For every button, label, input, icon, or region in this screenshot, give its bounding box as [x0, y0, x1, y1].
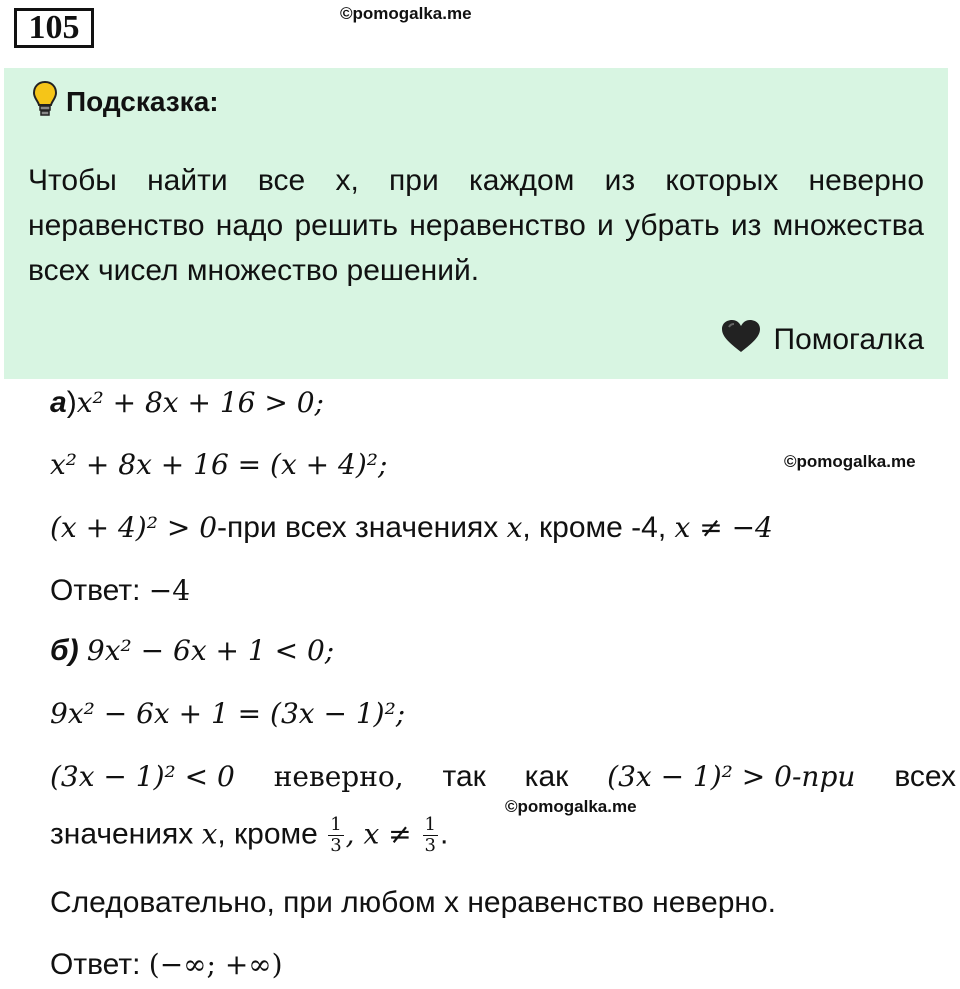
problem-number: 105	[14, 8, 94, 48]
part-b-factorization: 9x² − 6x + 1 = (3x − 1)²;	[50, 697, 406, 730]
part-b-line-1	[50, 634, 334, 668]
part-a-line-1: а)x² + 8x + 16 > 0;	[50, 386, 324, 419]
watermark-middle: ©pomogalka.me	[784, 452, 916, 471]
brand-name: Помогалка	[773, 323, 924, 356]
part-a-line-2	[50, 448, 387, 482]
frac-num: 1	[330, 814, 342, 835]
part-a-answer-value: −4	[148, 574, 191, 607]
part-a-inequality: x² + 8x + 16 > 0;	[76, 386, 324, 419]
part-b-inequality: 9x² − 6x + 1 < 0;	[86, 634, 335, 667]
part-a-except: , кроме -4,	[522, 511, 675, 544]
part-b-l3-w1: (3x − 1)² < 0	[50, 760, 235, 793]
part-a-neq: x ≠ −4	[674, 511, 773, 544]
part-b-line-2	[50, 697, 405, 731]
part-a-factorization: x² + 8x + 16 = (x + 4)²;	[50, 448, 388, 481]
frac-den-2: 3	[424, 835, 436, 856]
part-b-conclusion	[50, 886, 776, 920]
part-b-l4-text: значениях	[50, 817, 202, 851]
brand	[720, 318, 925, 362]
part-b-l4-var: x	[201, 817, 218, 851]
part-b-l4-neq: , x ≠	[345, 817, 421, 851]
part-b-l3-w6: всех	[894, 760, 956, 793]
part-a-answer-label: Ответ:	[50, 574, 149, 607]
part-b-l4-except: , кроме	[217, 817, 327, 851]
heart-icon	[720, 318, 762, 362]
fraction-one-third	[328, 815, 343, 856]
watermark-top: ©pomogalka.me	[340, 4, 472, 23]
fraction-one-third-2	[423, 815, 438, 856]
part-b-l4-end: .	[439, 817, 449, 851]
hint-box	[4, 68, 948, 379]
part-a-answer	[50, 574, 190, 608]
part-b-answer-label: Ответ:	[50, 948, 149, 981]
watermark-bottom: ©pomogalka.me	[505, 797, 637, 816]
part-a-square-positive: (x + 4)² > 0	[50, 511, 218, 544]
lightbulb-icon	[32, 80, 58, 123]
hint-header	[32, 80, 219, 123]
frac-den: 3	[330, 835, 342, 856]
hint-text: Чтобы найти все х, при каждом из которых неверно неравенство надо решить неравенство и убрать из множества всех чисел множество решений.	[28, 164, 924, 287]
part-b-answer-value: (−∞; +∞)	[148, 948, 283, 981]
part-b-conclusion-text: Следовательно, при любом х неравенство неверно.	[50, 886, 776, 919]
part-b-l3-w5: (3x − 1)² > 0-при	[607, 760, 856, 793]
part-b-l3-w3: так	[442, 760, 486, 793]
part-b-l3-w4: как	[524, 760, 569, 793]
part-b-line-3	[50, 760, 956, 794]
part-b-label: б)	[50, 634, 79, 667]
part-a-line-3	[50, 511, 773, 545]
part-a-var: x	[506, 511, 523, 544]
part-b-answer	[50, 948, 283, 982]
part-b-l3-w2: неверно,	[273, 760, 404, 793]
hint-title: Подсказка:	[66, 85, 219, 117]
part-a-reason: -при всех значениях	[217, 511, 507, 544]
frac-num-2: 1	[424, 814, 436, 835]
part-a-label: а	[50, 386, 67, 419]
part-b-line-4	[50, 815, 448, 856]
